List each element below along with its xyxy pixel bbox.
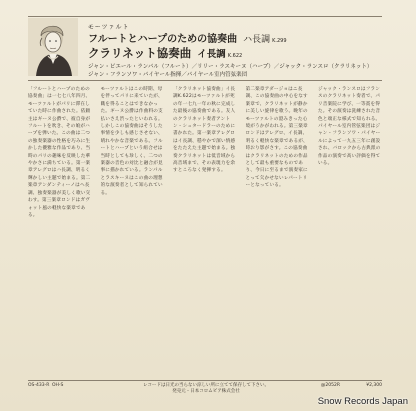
notes-column: 「クラリネット協奏曲」イ長調K.622はモーツァルトが死の年一七九一年の秋に完成した最後の協奏曲である。友人のクラリネット奏者アントン・シュタードラーのために書かれた。第一楽章アレグロはイ長調、穏やかで深い情感をたたえた主題で始まる。独奏クラリネットは低音域から高音域まで、その表現力を余すところなく発揮する。 [173, 87, 236, 174]
price-code-left: OH-S [52, 383, 64, 388]
notes-column: 「フルートとハープのための協奏曲」は一七七八年四月、モーツァルトがパリに滞在していた時に作曲された。依頼主はギーヌ公爵で、彼自身がフルートを吹き、その娘がハープを弾いた。この曲は二つの独奏楽器の性格を巧みに生かした優雅な作品であり、当時のパリの趣味を反映した華やかさに満ちている。第一楽章アレグロはハ長調、明るく輝かしい主題で始まる。第二楽章アンダンティーノはヘ長調、独奏楽器が美しく歌い交わす。第三楽章ロンドはガヴォット風の軽快な楽章である。 [28, 87, 91, 218]
catalog-number-right: @2052R [320, 383, 340, 388]
work-title-1-key: ハ長調 [243, 35, 271, 45]
watermark: Snow Records Japan [317, 396, 408, 407]
care-notice-line-1: レコードは日光の当らない涼しい所に立てて保存して下さい。 [143, 383, 269, 388]
work-title-2-key: イ長調 [197, 49, 226, 60]
work-title-1 [88, 30, 287, 45]
header-rule-bottom [28, 80, 382, 81]
mozart-portrait [28, 18, 78, 76]
composer-name: モーツァルト [88, 24, 130, 31]
work-title-2-kv: K.622 [227, 53, 243, 59]
publisher-line: 発売元・日本コロムビア株式会社 [172, 389, 240, 394]
work-title-2-text: クラリネット協奏曲 [88, 46, 192, 60]
catalog-number-left: OS-433-R [28, 383, 50, 388]
work-title-1-kv: K.299 [272, 38, 287, 44]
footer-rule [28, 380, 382, 381]
care-notice [118, 383, 294, 395]
header-rule-top [28, 16, 382, 17]
notes-column: モーツァルトはこの時期、母を伴ってパリに来ていたが、職を得ることはできなかった。ギーヌ公爵は作曲料の支払いさえ渋ったといわれる。しかしこの協奏曲はそうした事情を少しも感じさせない、晴れやかな音楽である。フルートとハープという組合せは当時としても珍しく、二つの楽器の音色の対比と融合が見事に描かれている。ランパルとラスキーヌはこの曲の理想的な演奏者として知られている。 [100, 87, 163, 196]
performer-credit-2: ジャン・フランソワ・パイヤール指揮／パイヤール室内管弦楽団 [88, 72, 248, 78]
performer-credit-1: ジャン・ピエール・ランパル（フルート）／リリー・ラスキーヌ（ハープ）／ジャック・ランスロ（クラリネット） [88, 64, 373, 70]
liner-notes-columns [28, 86, 382, 382]
notes-column: ジャック・ランスロはフランスのクラリネット奏者で、パリ音楽院に学び、一等賞を得た。その演奏は洗練された音色と端正な様式で知られる。パイヤール室内管弦楽団はジャン・フランソワ・パイヤールによって一九五三年に創設され、バロックから古典派の作品の演奏で高い評価を得ている。 [318, 87, 381, 167]
notes-column: 第二楽章アダージョはニ長調、この協奏曲の中心をなす楽章で、クラリネットが静かに美しい旋律を歌う。晩年のモーツァルトの澄みきった心境がうかがわれる。第三楽章ロンドはアレグロ、イ長調、明るく軽快な楽章であるが、時おり影がさす。この協奏曲はクラリネットのための作品として最も重要なものであり、今日に至るまで演奏家にとって欠かせないレパートリーとなっている。 [245, 87, 308, 189]
work-title-1-text: フルートとハープのための協奏曲 [88, 34, 238, 45]
work-title-2 [88, 45, 242, 61]
price-right: ¥2,300 [366, 383, 382, 388]
